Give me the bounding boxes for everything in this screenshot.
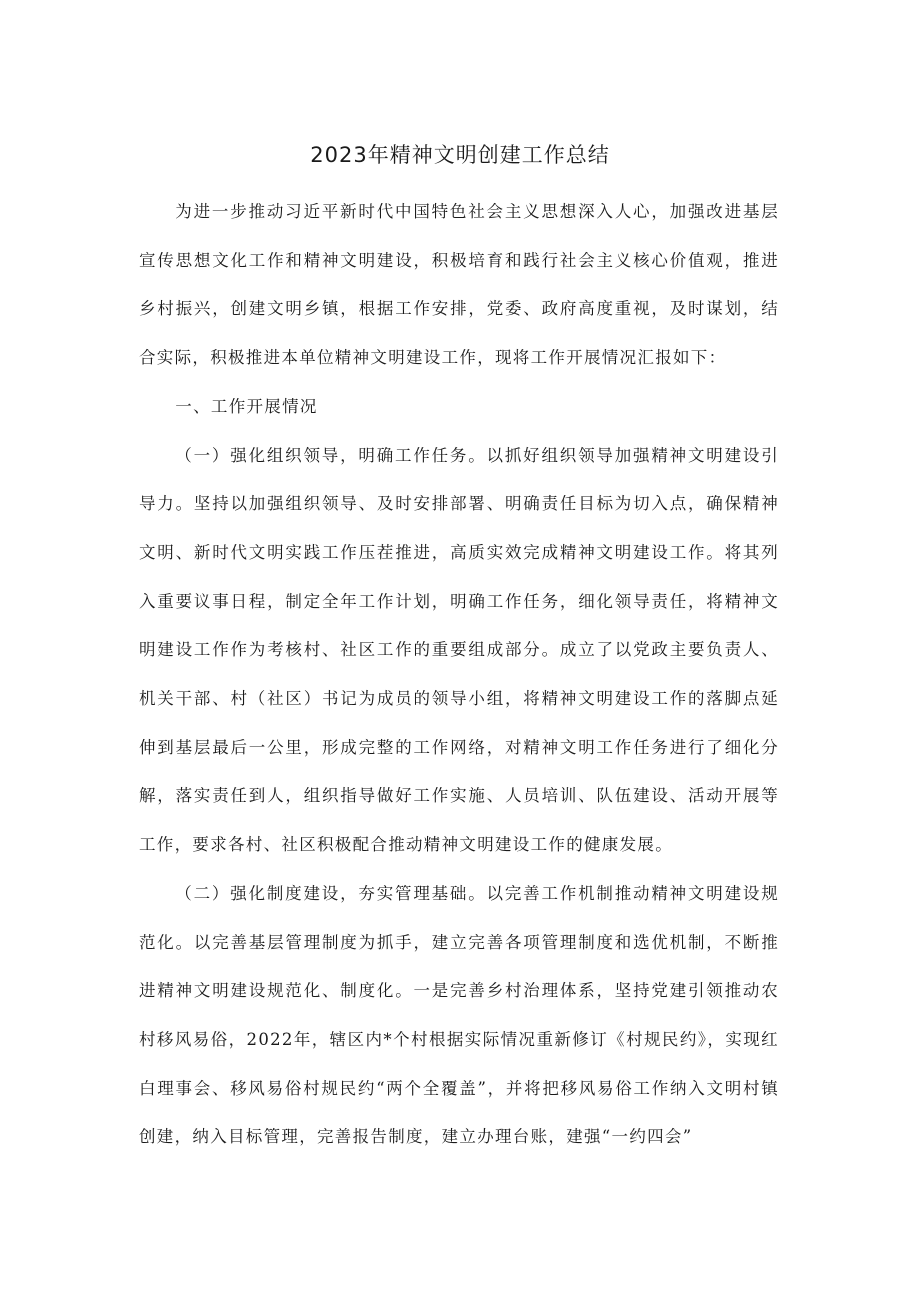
subsection-1-paragraph: （一）强化组织领导，明确工作任务。以抓好组织领导加强精神文明建设引导力。坚持以加强组织领导、及时安排部署、明确责任目标为切入点，确保精神文明、新时代文明实践工作压茬推进，高质实效完成精神文明建设工作。将其列入重要议事日程，制定全年工作计划，明确工作任务，细化领导责任，将精神文明建设工作作为考核村、社区工作的重要组成部分。成立了以党政主要负责人、机关干部、村（社区）书记为成员的领导小组，将精神文明建设工作的落脚点延伸到基层最后一公里，形成完整的工作网络，对精神文明工作任务进行了细化分解，落实责任到人，组织指导做好工作实施、人员培训、队伍建设、活动开展等工作，要求各村、社区积极配合推动精神文明建设工作的健康发展。 (139, 445, 779, 855)
section-heading: 一、工作开展情况 (175, 396, 318, 416)
intro-paragraph: 为进一步推动习近平新时代中国特色社会主义思想深入人心，加强改进基层宣传思想文化工作和精神文明建设，积极培育和践行社会主义核心价值观，推进乡村振兴，创建文明乡镇，根据工作安排，党委、政府高度重视，及时谋划，结合实际，积极推进本单位精神文明建设工作，现将工作开展情况汇报如下： (139, 202, 779, 368)
document-title: 2023年精神文明创建工作总结 (310, 143, 610, 167)
subsection-2-paragraph: （二）强化制度建设，夯实管理基础。以完善工作机制推动精神文明建设规范化。以完善基层管理制度为抓手，建立完善各项管理制度和选优机制，不断推进精神文明建设规范化、制度化。一是完善乡村治理体系，坚持党建引领推动农村移风易俗，2022年，辖区内*个村根据实际情况重新修订《村规民约》，实现红白理事会、移风易俗村规民约“两个全覆盖”，并将把移风易俗工作纳入文明村镇创建，纳入目标管理，完善报告制度，建立办理台账，建强“一约四会” (139, 883, 779, 1147)
document-body (139, 188, 779, 1162)
